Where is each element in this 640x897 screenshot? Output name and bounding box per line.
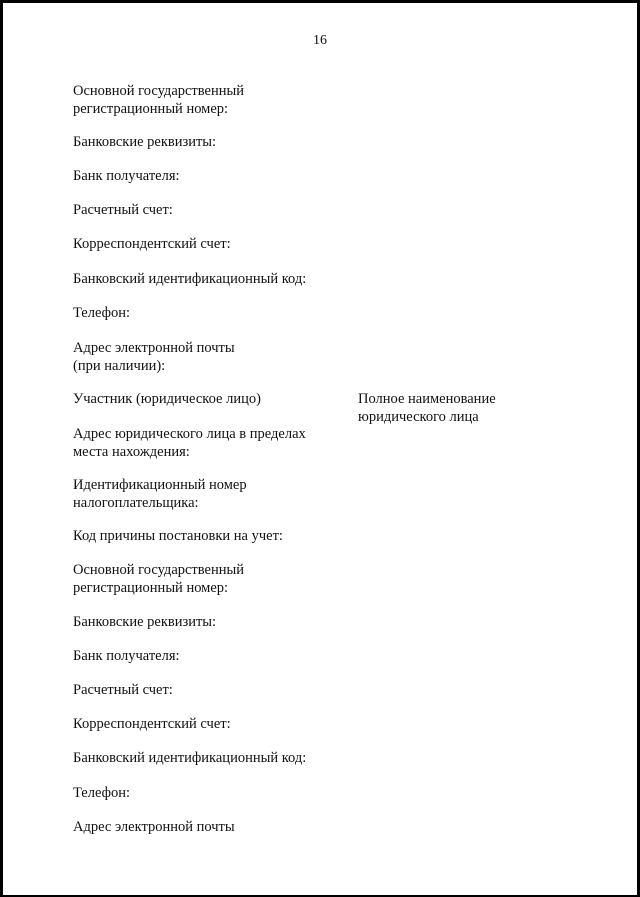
bank-details-label: Банковские реквизиты: xyxy=(73,134,217,150)
recipient-bank-label: Банк получателя: xyxy=(73,168,180,184)
kpp-label: Код причины постановки на учет: xyxy=(73,528,283,544)
participant-label: Участник (юридическое лицо) xyxy=(73,391,261,407)
phone-label: Телефон: xyxy=(73,305,131,321)
inn-label-line2: налогоплательщика: xyxy=(73,495,199,511)
page-number: 16 xyxy=(313,33,327,48)
ogrn-label-line2: регистрационный номер: xyxy=(73,101,229,117)
email2-label-line1: Адрес электронной почты xyxy=(73,819,235,835)
settlement-account-label: Расчетный счет: xyxy=(73,202,173,218)
full-name-label-line1: Полное наименование xyxy=(358,391,496,407)
bik2-label: Банковский идентификационный код: xyxy=(73,750,307,766)
inn-label-line1: Идентификационный номер xyxy=(73,477,247,493)
phone2-label: Телефон: xyxy=(73,785,131,801)
settlement-account2-label: Расчетный счет: xyxy=(73,682,173,698)
full-name-label-line2: юридического лица xyxy=(358,409,479,425)
page-border-left xyxy=(0,0,3,897)
correspondent-account-label: Корреспондентский счет: xyxy=(73,236,231,252)
address-label-line1: Адрес юридического лица в пределах xyxy=(73,426,306,442)
address-label-line2: места нахождения: xyxy=(73,444,190,460)
ogrn2-label-line1: Основной государственный xyxy=(73,562,244,578)
bank-details2-label: Банковские реквизиты: xyxy=(73,614,217,630)
bik-label: Банковский идентификационный код: xyxy=(73,271,307,287)
ogrn2-label-line2: регистрационный номер: xyxy=(73,580,229,596)
recipient-bank2-label: Банк получателя: xyxy=(73,648,180,664)
correspondent-account2-label: Корреспондентский счет: xyxy=(73,716,231,732)
email-label-line1: Адрес электронной почты xyxy=(73,340,235,356)
email-label-line2: (при наличии): xyxy=(73,358,166,374)
ogrn-label-line1: Основной государственный xyxy=(73,83,244,99)
page-border-top xyxy=(0,0,640,3)
